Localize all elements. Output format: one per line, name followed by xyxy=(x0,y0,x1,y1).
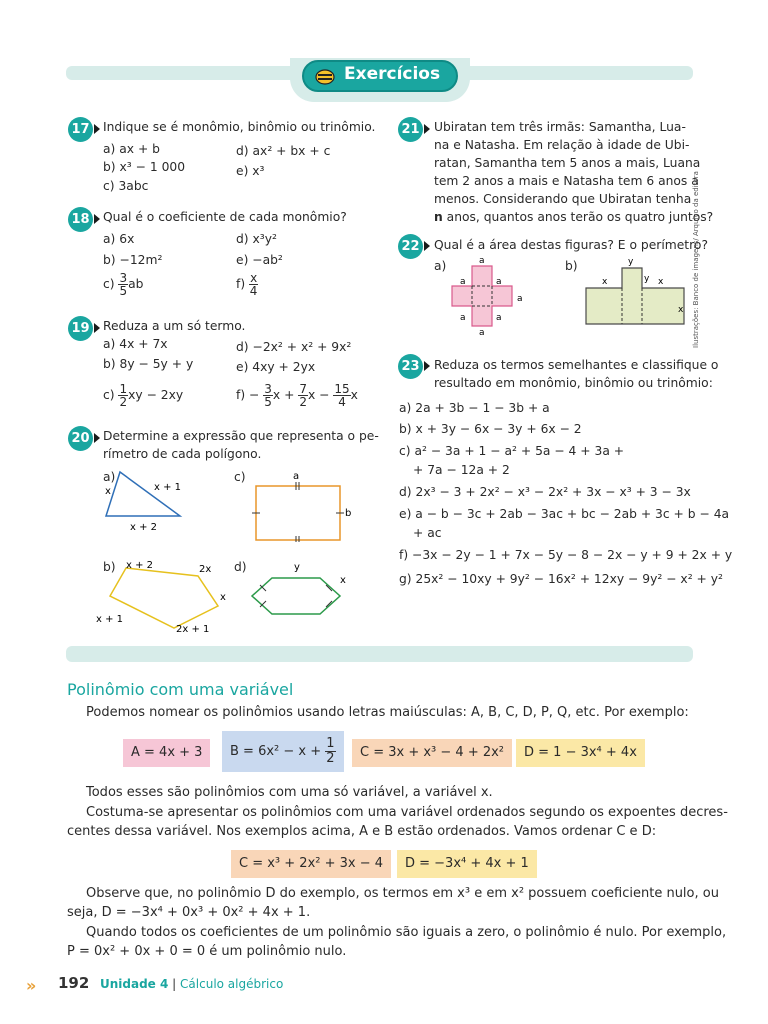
exercise-number: 20 xyxy=(68,426,93,451)
paragraph: Observe que, no polinômio D do exemplo, os termos em x³ e em x² possuem coeficiente nulo, ou xyxy=(86,886,719,901)
bottom-band xyxy=(66,646,693,662)
item-c xyxy=(103,383,183,408)
item-label: f) − xyxy=(236,388,260,402)
item-d: d) ax² + bx + c xyxy=(236,144,331,158)
item-d: d) xyxy=(234,560,247,574)
item-f: f) − $\frac{3}{5}$ x + $\frac{7}{2}$ x − $\frac{15}{4}$ x xyxy=(236,382,358,409)
triangle-label: x + 2 xyxy=(130,522,158,533)
pentagon-figure xyxy=(94,556,234,640)
item-e: e) 4xy + 2yx xyxy=(236,360,316,374)
exercise-prompt-line2: rímetro de cada polígono. xyxy=(103,447,262,461)
item-rest: ab xyxy=(128,277,144,291)
polynomial-box-d: D = 1 − 3x⁴ + 4x xyxy=(516,739,645,767)
t-shape-figure xyxy=(584,254,688,328)
image-credit: Ilustrações: Banco de imagens/ Arquivo da editora xyxy=(692,171,700,348)
exercise-number: 23 xyxy=(398,354,423,379)
paragraph: Costuma-se apresentar os polinômios com uma variável ordenados segundo os expoentes decres- xyxy=(86,805,728,820)
banner-title: Exercícios xyxy=(344,64,441,84)
item-a: a) ax + b xyxy=(103,142,160,156)
exercise-number: 19 xyxy=(68,316,93,341)
item-a: a) 2a + 3b − 1 − 3b + a xyxy=(399,401,550,415)
item-d: d) 2x³ − 3 + 2x² − x³ − 2x² + 3x − x³ + 3 − 3x xyxy=(399,485,691,499)
paragraph: centes dessa variável. Nos exemplos acima, A e B estão ordenados. Vamos ordenar C e D: xyxy=(67,824,657,839)
polynomial-box-c: C = 3x + x³ − 4 + 2x² xyxy=(352,739,512,767)
item-e: e) −ab² xyxy=(236,253,283,267)
item-f xyxy=(236,272,258,297)
pentagon-label: 2x + 1 xyxy=(176,624,210,635)
t-shape-label: x xyxy=(602,277,608,287)
pentagon-label: x + 1 xyxy=(96,614,124,625)
exercise-prompt-line2: resultado em monômio, binômio ou trinômio: xyxy=(434,376,713,390)
polynomial-box-c-ordered: C = x³ + 2x² + 3x − 4 xyxy=(231,850,391,878)
triangle-label: x xyxy=(105,486,111,497)
item-c: c) 3abc xyxy=(103,179,149,193)
pentagon-label: x + 2 xyxy=(126,560,154,571)
pentagon-label: 2x xyxy=(199,564,212,575)
polynomial-box-a: A = 4x + 3 xyxy=(123,739,210,767)
cross-label: a xyxy=(479,328,485,336)
fraction: $\frac{7}{2}$ xyxy=(299,382,307,409)
cross-label: a xyxy=(460,277,466,287)
item-g: g) 25x² − 10xy + 9y² − 16x² + 12xy − 9y² − x² + y² xyxy=(399,572,723,586)
section-title: Polinômio com uma variável xyxy=(67,680,294,699)
polynomial-box-b: B = 6x² − x + $\frac{1}{2}$ xyxy=(222,731,344,772)
exercise-prompt-line1: Reduza os termos semelhantes e classifique o xyxy=(434,358,719,372)
triangle-figure xyxy=(100,468,200,538)
exercise-number: 21 xyxy=(398,117,423,142)
item-c: c) a² − 3a + 1 − a² + 5a − 4 + 3a + xyxy=(399,444,625,458)
paragraph: P = 0x² + 0x + 0 = 0 é um polinômio nulo. xyxy=(67,944,347,959)
hexagon-label: x xyxy=(340,575,346,586)
fraction: $\frac{x}{4}$ xyxy=(249,271,258,298)
item-b: b) xyxy=(565,259,578,273)
exercise-text-line: menos. Considerando que Ubiratan tenha xyxy=(434,192,692,206)
t-shape-label: x xyxy=(678,305,684,315)
rectangle-label: a xyxy=(293,471,300,482)
item-e-cont: + ac xyxy=(413,526,442,540)
cross-label: a xyxy=(479,256,485,266)
polynomial-box-d-ordered: D = −3x⁴ + 4x + 1 xyxy=(397,850,537,878)
exercise-text-line: na e Natasha. Em relação à idade de Ubi- xyxy=(434,138,690,152)
fraction: $\frac{1}{2}$ xyxy=(119,382,128,409)
item-a: a) xyxy=(103,470,116,484)
item-f: f) −3x − 2y − 1 + 7x − 5y − 8 − 2x − y + 9 + 2x + y xyxy=(399,548,733,562)
paragraph: Quando todos os coeficientes de um polinômio são iguais a zero, o polinômio é nulo. Por exemplo, xyxy=(86,925,727,940)
fraction: $\frac{3}{5}$ xyxy=(119,271,128,298)
item-a: a) 4x + 7x xyxy=(103,337,168,351)
fraction: $\frac{3}{5}$ xyxy=(264,382,272,409)
item-d: d) x³y² xyxy=(236,232,277,246)
item-b: b) −12m² xyxy=(103,253,163,267)
item-rest: xy − 2xy xyxy=(128,388,184,402)
exercise-number: 22 xyxy=(398,234,423,259)
cross-label: a xyxy=(460,313,466,323)
bee-icon xyxy=(314,66,336,86)
exercise-text-line: ratan, Samantha tem 5 anos a mais, Luana xyxy=(434,156,701,170)
cross-label: a xyxy=(517,294,523,304)
footer-unit: Unidade 4 | Cálculo algébrico xyxy=(100,977,284,991)
paragraph: Podemos nomear os polinômios usando letras maiúsculas: A, B, C, D, P, Q, etc. Por exemplo: xyxy=(86,705,689,720)
item-b: b) xyxy=(103,560,116,574)
exercise-text-line: Ubiratan tem três irmãs: Samantha, Lua- xyxy=(434,120,686,134)
exercise-text-line: n anos, quantos anos terão os quatro juntos? xyxy=(434,210,714,224)
item-a: a) 6x xyxy=(103,232,135,246)
item-b: b) x³ − 1 000 xyxy=(103,160,186,174)
t-shape-label: y xyxy=(644,274,650,284)
exercise-prompt: Reduza a um só termo. xyxy=(103,319,246,333)
item-c xyxy=(103,272,143,297)
triangle-label: x + 1 xyxy=(154,482,182,493)
item-b: b) x + 3y − 6x − 3y + 6x − 2 xyxy=(399,422,582,436)
chevrons-icon: » xyxy=(26,976,37,995)
exercise-prompt-line1: Determine a expressão que representa o pe- xyxy=(103,429,379,443)
exercise-prompt: Qual é a área destas figuras? E o perímetro? xyxy=(434,238,708,252)
hexagon-label: y xyxy=(294,562,300,573)
paragraph: Todos esses são polinômios com uma só variável, a variável x. xyxy=(86,785,493,800)
item-a: a) xyxy=(434,259,447,273)
item-label: f) xyxy=(236,277,246,291)
exercise-text-line: tem 2 anos a mais e Natasha tem 6 anos a xyxy=(434,174,699,188)
item-b: b) 8y − 5y + y xyxy=(103,357,194,371)
exercise-prompt: Qual é o coeficiente de cada monômio? xyxy=(103,210,347,224)
chapter-label: Cálculo algébrico xyxy=(180,977,284,991)
cross-label: a xyxy=(496,313,502,323)
item-e: e) a − b − 3c + 2ab − 3ac + bc − 2ab + 3c + b − 4a xyxy=(399,507,730,521)
item-e: e) x³ xyxy=(236,164,265,178)
exercise-number: 17 xyxy=(68,117,93,142)
page-number: 192 xyxy=(58,974,90,992)
item-label: c) xyxy=(103,277,115,291)
unit-label: Unidade 4 xyxy=(100,977,169,991)
exercise-number: 18 xyxy=(68,207,93,232)
t-shape-label: x xyxy=(658,277,664,287)
exercise-prompt: Indique se é monômio, binômio ou trinômio. xyxy=(103,120,376,134)
hexagon-figure xyxy=(246,558,356,622)
cross-label: a xyxy=(496,277,502,287)
item-d: d) −2x² + x² + 9x² xyxy=(236,340,352,354)
item-label: c) xyxy=(103,388,115,402)
item-c: c) xyxy=(234,470,246,484)
pentagon-label: x xyxy=(220,592,226,603)
cross-figure xyxy=(448,254,532,336)
t-shape-label: y xyxy=(628,257,634,267)
item-c-cont: + 7a − 12a + 2 xyxy=(413,463,510,477)
rectangle-label: b xyxy=(345,508,352,519)
paragraph: seja, D = −3x⁴ + 0x³ + 0x² + 4x + 1. xyxy=(67,905,311,920)
fraction: $\frac{15}{4}$ xyxy=(334,382,350,409)
rectangle-figure xyxy=(248,466,360,542)
